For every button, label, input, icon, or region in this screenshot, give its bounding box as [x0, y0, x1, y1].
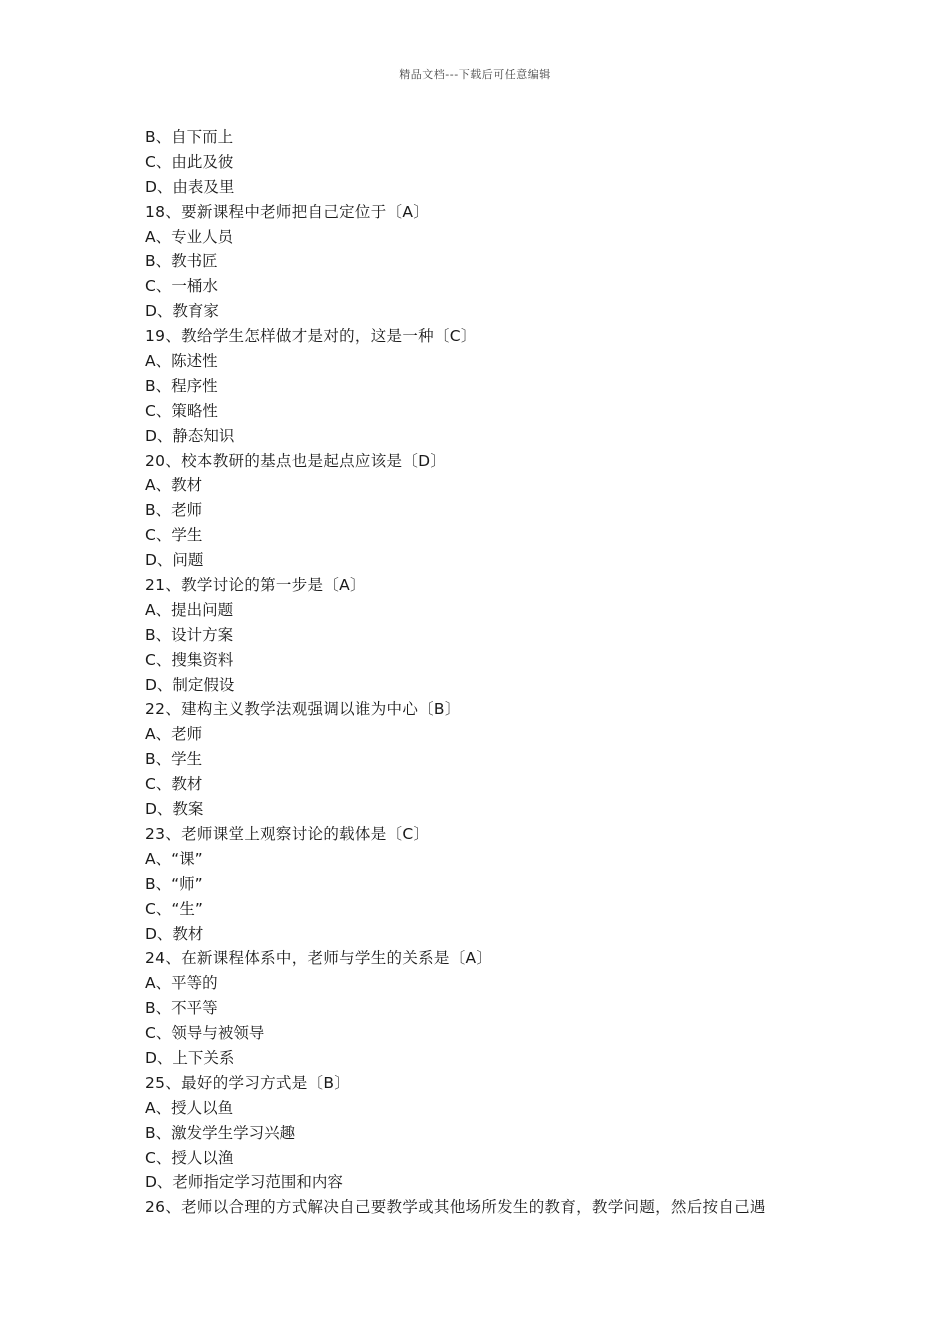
option-line: C、教材	[145, 775, 203, 794]
option-line: A、提出问题	[145, 600, 234, 619]
question-line: 20、校本教研的基点也是起点应该是〔D〕	[145, 451, 447, 470]
question-line: 19、教给学生怎样做才是对的，这是一种〔C〕	[145, 327, 477, 346]
option-line: A、老师	[145, 725, 203, 744]
option-line: C、“生”	[145, 899, 203, 918]
option-line: B、不平等	[145, 999, 218, 1018]
option-line: C、策略性	[145, 401, 218, 420]
option-line: A、专业人员	[145, 227, 234, 246]
option-line: D、教案	[145, 800, 204, 819]
option-line: B、设计方案	[145, 625, 234, 644]
page-header: 精品文档---下载后可任意编辑	[399, 68, 551, 81]
option-line: D、教育家	[145, 302, 219, 321]
option-line: A、平等的	[145, 974, 218, 993]
option-line: B、激发学生学习兴趣	[145, 1123, 296, 1142]
option-line: B、教书匠	[145, 252, 218, 271]
question-line: 25、最好的学习方式是〔B〕	[145, 1073, 351, 1092]
option-line: A、“课”	[145, 849, 203, 868]
question-line: 23、老师课堂上观察讨论的载体是〔C〕	[145, 824, 430, 843]
question-line: 26、老师以合理的方式解决自己要教学或其他场所发生的教育，教学问题，然后按自己遇	[145, 1198, 766, 1217]
question-line: 21、教学讨论的第一步是〔A〕	[145, 576, 366, 595]
option-line: A、陈述性	[145, 352, 218, 371]
document-body	[145, 125, 845, 1220]
option-line: B、学生	[145, 750, 203, 769]
option-line: A、授人以鱼	[145, 1098, 234, 1117]
option-line: C、一桶水	[145, 277, 218, 296]
option-line: B、“师”	[145, 874, 203, 893]
option-line: B、程序性	[145, 376, 218, 395]
option-line: D、静态知识	[145, 426, 235, 445]
option-line: D、由表及里	[145, 177, 235, 196]
option-line: D、问题	[145, 551, 204, 570]
option-line: D、上下关系	[145, 1048, 235, 1067]
option-line: D、教材	[145, 924, 204, 943]
option-line: C、授人以渔	[145, 1148, 234, 1167]
option-line: C、由此及彼	[145, 152, 234, 171]
question-line: 24、在新课程体系中，老师与学生的关系是〔A〕	[145, 949, 493, 968]
option-line: B、自下而上	[145, 128, 234, 146]
question-line: 22、建构主义教学法观强调以谁为中心〔B〕	[145, 700, 461, 719]
option-line: C、领导与被领导	[145, 1024, 265, 1043]
option-line: D、老师指定学习范围和内容	[145, 1173, 343, 1192]
question-line: 18、要新课程中老师把自己定位于〔A〕	[145, 202, 430, 221]
option-line: A、教材	[145, 476, 203, 495]
option-line: B、老师	[145, 501, 203, 520]
option-line: C、搜集资料	[145, 650, 234, 669]
option-line: C、学生	[145, 526, 203, 545]
option-line: D、制定假设	[145, 675, 235, 694]
